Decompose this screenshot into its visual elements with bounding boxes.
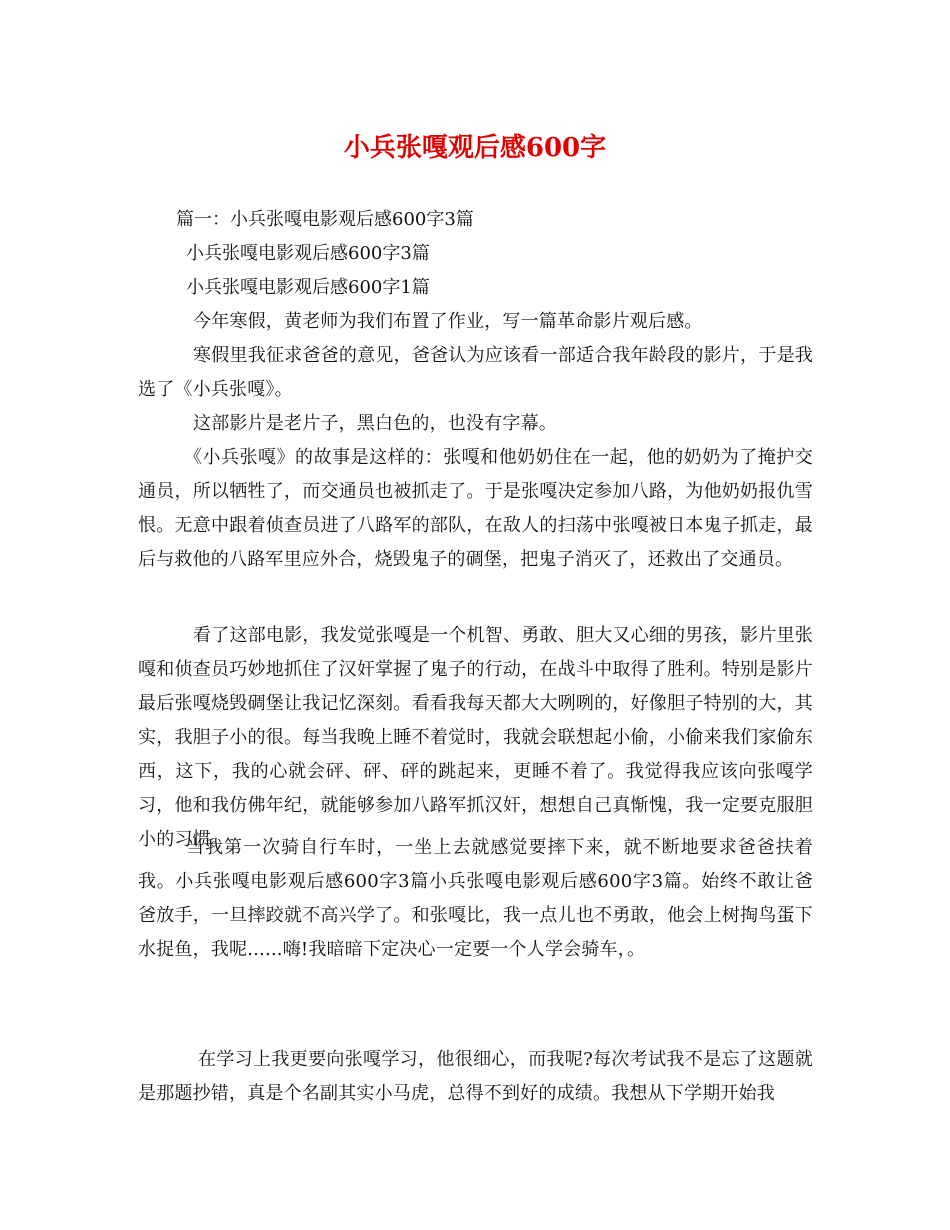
paragraph-2: 寒假里我征求爸爸的意见，爸爸认为应该看一部适合我年龄段的影片，于是我选了《小兵张嘎》。 — [138, 345, 813, 400]
paragraph-6: 当我第一次骑自行车时，一坐上去就感觉要摔下来，就不断地要求爸爸扶着我。小兵张嘎电影观后感600字3篇小兵张嘎电影观后感600字3篇。始终不敢让爸爸放手，一旦摔跤就不高兴学了。和张嘎比，我一点儿也不勇敢，他会上树掏鸟蛋下水捉鱼，我呢......嗨!我暗暗下定决心一定要一个人学会骑车，。 — [138, 837, 813, 960]
paragraph-7: 在学习上我更要向张嘎学习，他很细心，而我呢?每次考试我不是忘了这题就是那题抄错，真是个名副其实小马虎，总得不到好的成绩。我想从下学期开始我 — [138, 1049, 813, 1104]
section-heading-3: 小兵张嘎电影观后感600字1篇 — [186, 277, 430, 298]
section-heading-2: 小兵张嘎电影观后感600字3篇 — [186, 243, 430, 264]
paragraph-1: 今年寒假，黄老师为我们布置了作业，写一篇革命影片观后感。 — [193, 311, 703, 332]
paragraph-4: 《小兵张嘎》的故事是这样的：张嘎和他奶奶住在一起，他的奶奶为了掩护交通员，所以牺牲了，而交通员也被抓走了。于是张嘎决定参加八路，为他奶奶报仇雪恨。无意中跟着侦查员进了八路军的部队，在敌人的扫荡中张嘎被日本鬼子抓走，最后与救他的八路军里应外合，烧毁鬼子的碉堡，把鬼子消灭了，还救出了交通员。 — [138, 447, 813, 570]
paragraph-5: 看了这部电影，我发觉张嘎是一个机智、勇敢、胆大又心细的男孩，影片里张嘎和侦查员巧妙地抓住了汉奸掌握了鬼子的行动，在战斗中取得了胜利。特别是影片最后张嘎烧毁碉堡让我记忆深刻。看看我每天都大大咧咧的，好像胆子特别的大，其实，我胆子小的很。每当我晚上睡不着觉时，我就会联想起小偷，小偷来我们家偷东西，这下，我的心就会砰、砰、砰的跳起来，更睡不着了。我觉得我应该向张嘎学习，他和我仿佛年纪，就能够参加八路军抓汉奸，想想自己真惭愧，我一定要克服胆小的习惯。 — [138, 625, 813, 850]
section-heading-1: 篇一：小兵张嘎电影观后感600字3篇 — [176, 209, 474, 230]
document-title: 小兵张嘎观后感600字 — [343, 133, 607, 163]
paragraph-3: 这部影片是老片子，黑白色的，也没有字幕。 — [193, 413, 557, 434]
